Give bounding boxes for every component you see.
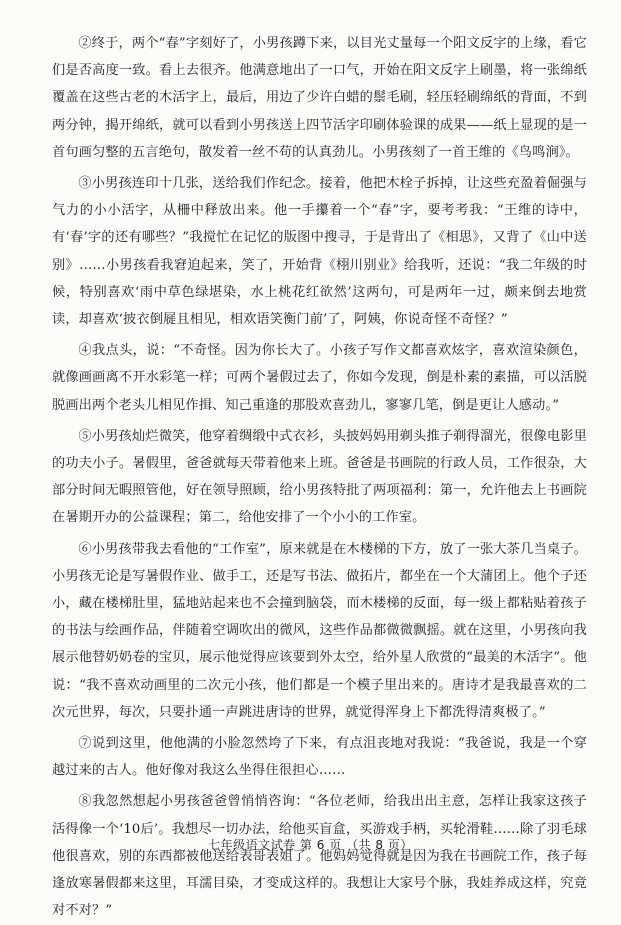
paragraph-3: ③小男孩连印十几张，送给我们作纪念。接着，他把木栓子拆掉，让这些充盈着倔强与气力的小小活字，从柵中释放出来。他一手攥着一个“春”字，要考考我：“王维的诗中，有‘春’字的还有哪些？”我搅忙在记忆的版图中搜寻，于是背出了《相思》，又背了《山中送别》……小男孩看我窘迫起来，笑了，开始背《栩川别业》给我听，还说：“我二年级的时候，特别喜欢‘雨中草色绿堪染，水上桃花红欲然’这两句，可是两年一过，颇来倒去地赏读，却喜欢‘披衣倒屣且相见，相欢语笑衡门前’了，阿姨，你说奇怪不奇怪？”: [52, 176, 587, 328]
paragraph-7: ⑦说到这里，他他满的小脸忽然垮了下来，有点沮丧地对我说：“我爸说，我是一个穿越过来的古人。他好像对我这么坐得住很担心……: [52, 736, 587, 779]
paragraph-6: ⑥小男孩带我去看他的“工作室”，原来就是在木楼梯的下方，放了一张大茶几当桌子。小男孩无论是写暑假作业、做手工，还是写书法、做拓片，都坐在一个大蒲团上。他个子还小，藏在楼梯肚里，猛地站起来也不会撞到脑袋，而木楼梯的反面，每一级上都粘贴着孩子的书法与绘画作品，伴随着空调吹出的微风，这些作品都微微飘摇。就在这里，小男孩向我展示他替奶奶卷的宝贝，展示他觉得应该要到外太空，给外星人欣赏的“最美的木活字”。他说：“我不喜欢动画里的二次元小孩，他们都是一个模子里出来的。唐诗才是我最喜欢的二次元世界，每次，只要扑通一声跳进唐诗的世界，就觉得浑身上下都洗得清爽极了。”: [52, 541, 587, 720]
page-footer: 七年级语文试卷 第 6 页 （共 8 页）: [208, 838, 413, 852]
paragraph-2: ②终于，两个“春”字刻好了，小男孩蹲下来，以目光丈量每一个阳文反字的上缘，看它们是否高度一致。看上去很齐。他满意地出了一口气，开始在阳文反字上刷墨，将一张绵纸覆盖在这些古老的木活字上，最后，用边了少许白蜡的鬃毛刷，轻压轻刷绵纸的背面，不到两分钟，揭开绵纸，就可以看到小男孩送上四节活字印刷体验课的成果——纸上显现的是一首句画匀整的五言绝句，散发着一丝不苟的认真劲儿。小男孩刻了一首王维的《鸟鸣涧》。: [52, 36, 587, 160]
paragraph-8: ⑧我忽然想起小男孩爸爸曾悄悄咨询：“各位老师，给我出出主意，怎样让我家这孩子活得像一个‘10后’。我想尽一切办法，给他买盲盒，买游戏手柄，买轮滑鞋……除了羽毛球他很喜欢，别的东西都被他送给表哥表姐了。他妈妈觉得就是因为我在书画院工作，孩子每逢放寒暑假都来这里，耳濡目染，才变成这样的。我想让大家号个脉，我娃养成这样，究竟对不对？”: [52, 794, 587, 919]
paragraph-4: ④我点头，说：“不奇怪。因为你长大了。小孩子写作文都喜欢炫字，喜欢渲染颜色，就像画画离不开水彩笔一样；可两个暑假过去了，你如今发现，倒是朴素的素描，可以活脱脱画出两个老头儿相见作揖、知己重逢的那股欢喜劲儿，寥寥几笔，倒是更让人感动。”: [52, 343, 587, 413]
paragraph-5: ⑤小男孩灿烂微笑，他穿着绸缎中式衣衫，头披妈妈用剃头推子剃得溜光，很像电影里的功夫小子。暑假里，爸爸就每天带着他来上班。爸爸是书画院的行政人员，工作很杂，大部分时间无暇照管他，好在领导照顾，给小男孩特批了两项福利：第一，允许他去上书画院在暑期开办的公益课程；第二，给他安排了一个小小的工作室。: [52, 428, 587, 526]
